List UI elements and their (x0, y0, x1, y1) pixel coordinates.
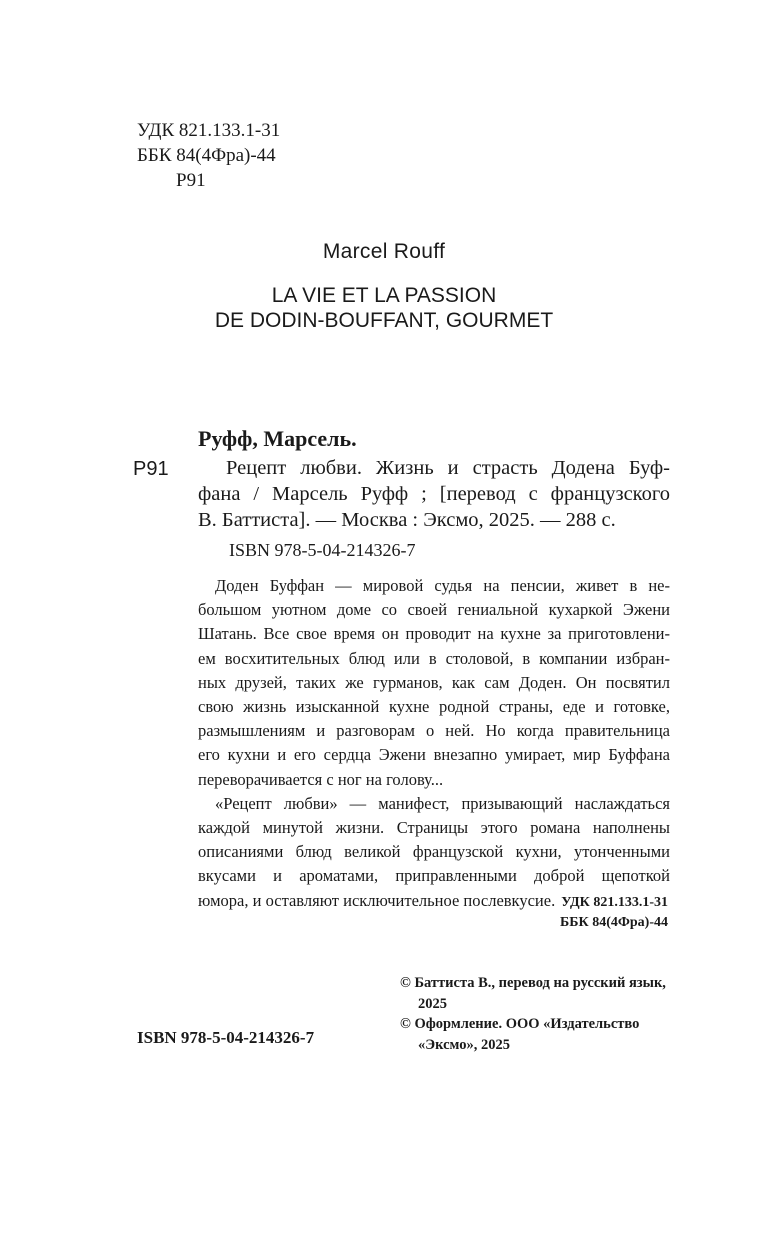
copyright-block (400, 973, 675, 1055)
annotation-line: вкусами и ароматами, приправленными доброй щепоткой (198, 866, 670, 886)
bibliographic-author-mark: Р91 (133, 458, 169, 480)
classification-codes-right (560, 893, 668, 933)
original-title (0, 283, 768, 333)
classification-codes (137, 118, 280, 193)
copyright-design: © Оформление. ООО «Издательство «Эксмо», 2025 (400, 1016, 640, 1053)
annotation-line: его кухни и его сердца Эжени внезапно умирает, мир Буффана (198, 745, 670, 765)
author-mark: Р91 (176, 170, 206, 191)
bbk-code-right: ББК 84(4Фра)-44 (560, 915, 668, 930)
annotation-line: юмора, и оставляют исключительное послевкусие. (198, 890, 556, 910)
annotation-line: свою жизнь изысканной кухне родной страны, еде и готовке, (198, 697, 670, 717)
bib-desc-line: В. Баттиста]. — Москва : Эксмо, 2025. — 288 с. (198, 509, 616, 531)
annotation (198, 574, 670, 913)
annotation-line: большом уютном доме со своей гениальной кухаркой Эжени (198, 600, 670, 620)
isbn-bottom: ISBN 978-5-04-214326-7 (137, 1028, 315, 1047)
annotation-line: описаниями блюд великой французской кухни, утонченными (198, 842, 670, 862)
annotation-line: ем восхитительных блюд или в столовой, в компании избран- (198, 648, 670, 668)
annotation-line: Доден Буффан — мировой судья на пенсии, живет в не- (215, 576, 670, 595)
original-author: Marcel Rouff (322, 240, 446, 263)
udk-code: УДК 821.133.1-31 (137, 120, 281, 141)
bbk-code: ББК 84(4Фра)-44 (137, 145, 276, 166)
udk-code-right: УДК 821.133.1-31 (561, 895, 668, 910)
bibliographic-isbn: ISBN 978-5-04-214326-7 (229, 540, 416, 560)
original-title-line-2: DE DODIN-BOUFFANT, GOURMET (214, 309, 554, 332)
bibliographic-description (198, 455, 670, 533)
annotation-line: «Рецепт любви» — манифест, призывающий наслаждаться (215, 793, 670, 813)
original-title-line-1: LA VIE ET LA PASSION (271, 284, 497, 307)
annotation-line: Шатань. Все свое время он проводит на кухне за приготовлени- (198, 624, 670, 644)
annotation-line: переворачивается с ног на голову... (198, 769, 444, 789)
annotation-line: ных друзей, таких же гурманов, как сам Доден. Он посвятил (198, 672, 670, 692)
annotation-line: каждой минутой жизни. Страницы этого романа наполнены (198, 818, 670, 838)
bib-desc-line: фана / Марсель Руфф ; [перевод с французского (198, 483, 670, 505)
annotation-line: размышлениям и разговорам о ней. Но когда правительница (198, 721, 670, 741)
copyright-translation: © Баттиста В., перевод на русский язык, 2025 (400, 975, 666, 1012)
bib-desc-line: Рецепт любви. Жизнь и страсть Додена Буф- (226, 457, 670, 479)
bibliographic-author: Руфф, Марсель. (198, 426, 357, 451)
